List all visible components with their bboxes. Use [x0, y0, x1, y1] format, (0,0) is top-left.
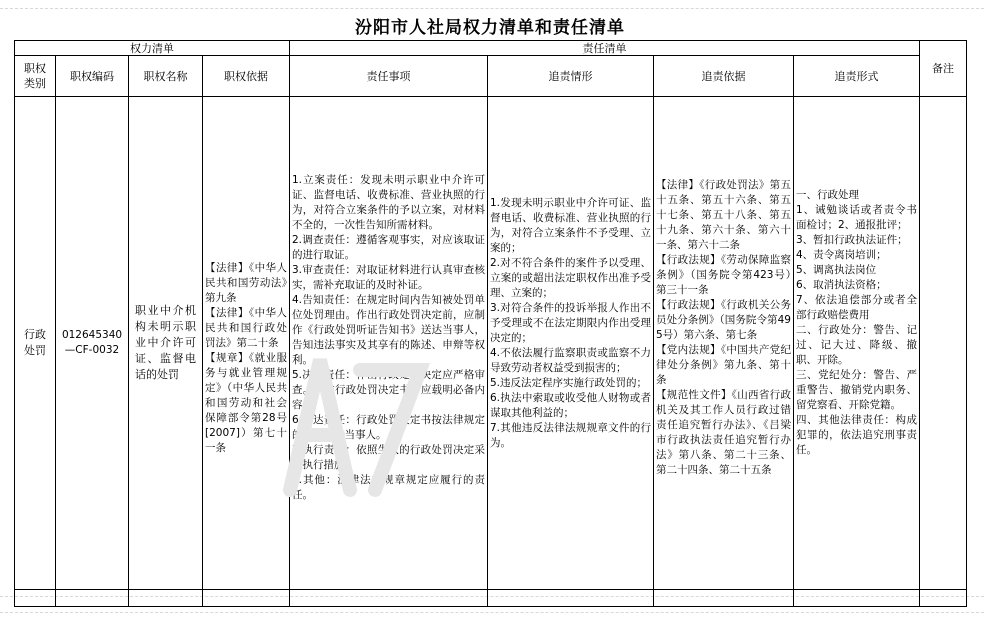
- accountability-basis-item: 【规范性文件】《山西省行政机关及其工作人员行政过错责任追究暂行办法》、《吕梁市行政执法责任追究暂行办法》第八条、第二十三条、第二十四条、第二十五条: [656, 389, 791, 476]
- basis-item: 【规章】《就业服务与就业管理规定》（中华人民共和国劳动和社会保障部令第28号[2007]）第七十一条: [205, 351, 287, 454]
- cell-remarks: [920, 97, 967, 590]
- empty-cell: [56, 590, 129, 607]
- responsibility-table: [14, 40, 967, 607]
- cell-code: [56, 97, 129, 590]
- empty-cell: [129, 590, 203, 607]
- accountability-basis-item: 【行政法规】《行政机关公务员处分条例》（国务院令第495号）第六条、第七条: [656, 299, 791, 341]
- document-title: 汾阳市人社局权力清单和责任清单: [355, 18, 625, 38]
- remarks-value: [920, 335, 924, 351]
- gridline: [0, 612, 984, 613]
- form-item: 6、取消执法资格；: [796, 279, 887, 291]
- header-basis: 职权依据: [203, 56, 290, 97]
- case-item: 7.其他违反法律法规规章文件的行为。: [490, 421, 651, 449]
- header-category-label: 职权类别: [24, 62, 46, 90]
- case-item: 2.对不符合条件的案件予以受理、立案的或超出法定职权作出准予受理、立案的；: [490, 256, 651, 299]
- header-accountability-basis: 追责依据: [654, 56, 794, 97]
- empty-cell: [290, 590, 488, 607]
- accountability-basis-item: 【法律】《行政处罚法》第五十五条、第五十六条、第五十七条、第五十八条、第五十九条、第六十条、第六十一条、第六十二条: [656, 179, 791, 251]
- empty-cell: [15, 590, 56, 607]
- header-accountability-cases: 追责情形: [488, 56, 654, 97]
- empty-cell: [654, 590, 794, 607]
- empty-cell: [920, 590, 967, 607]
- header-code: 职权编码: [56, 56, 129, 97]
- group-responsibility-list: 责任清单: [290, 41, 920, 56]
- duty-item: 5.决定责任：作出行政处罚决定应严格审查。制作行政处罚决定书，应载明必备内容。: [292, 369, 485, 411]
- header-category: [15, 56, 56, 97]
- cell-accountability-cases: [488, 97, 654, 590]
- basis-item: 【法律】《中华人民共和国行政处罚法》第二十条: [205, 306, 287, 349]
- duty-item: 1.立案责任：发现未明示职业中介许可证、监督电话、收费标准、营业执照的行为，对符合立案条件的予以立案，对材料不全的，一次性告知所需材料。: [292, 174, 485, 231]
- header-name: 职权名称: [129, 56, 203, 97]
- duty-item: 6.送达责任：行政处罚决定书按法律规定的方式送达当事人。: [292, 414, 485, 441]
- empty-cell: [488, 590, 654, 607]
- form-item: 四、其他法律责任：构成犯罪的，依法追究刑事责任。: [796, 414, 917, 456]
- empty-cell: [203, 590, 290, 607]
- case-item: 6.执法中索取或收受他人财物或者谋取其他利益的；: [490, 391, 651, 419]
- cell-basis: [203, 97, 290, 590]
- basis-item: 【法律】《中华人民共和国劳动法》第九条: [205, 261, 287, 304]
- cell-name: [129, 97, 203, 590]
- duty-item: 8.其他：法律法规规章规定应履行的责任。: [292, 474, 485, 501]
- case-item: 3.对符合条件的投诉举报人作出不予受理或不在法定期限内作出受理决定的；: [490, 301, 651, 344]
- cell-accountability-basis: [654, 97, 794, 590]
- empty-cell: [794, 590, 920, 607]
- cell-accountability-forms: [794, 97, 920, 590]
- header-duties: 责任事项: [290, 56, 488, 97]
- duty-item: 3.审查责任：对取证材料进行认真审查核实，需补充取证的及时补证。: [292, 264, 485, 291]
- case-item: 1.发现未明示职业中介许可证、监督电话、收费标准、营业执照的行为，对符合立案条件不予受理、立案的；: [490, 196, 651, 254]
- code-value: 012645340—CF-0032: [61, 329, 123, 356]
- form-item: 1、诫勉谈话或者责令书面检讨；2、通报批评；: [796, 204, 917, 231]
- duty-item: 4.告知责任：在规定时间内告知被处罚单位处罚理由。作出行政处罚决定前，应制作《行政处罚听证告知书》送达当事人，告知违法事实及其享有的陈述、申辩等权利。: [292, 294, 485, 366]
- case-item: 4.不依法履行监察职责或监察不力导致劳动者权益受到损害的；: [490, 346, 651, 374]
- case-item: 5.违反法定程序实施行政处罚的；: [490, 376, 648, 389]
- accountability-basis-item: 【党内法规】《中国共产党纪律处分条例》第九条、第十条: [656, 344, 791, 386]
- group-power-list: 权力清单: [15, 41, 290, 56]
- header-remarks: 备注: [920, 41, 967, 97]
- form-item: 三、党纪处分：警告、严重警告、撤销党内职务、留党察看、开除党籍。: [796, 369, 917, 411]
- form-item: 二、行政处分：警告、记过、记大过、降级、撤职、开除。: [796, 324, 917, 366]
- header-accountability-forms: 追责形式: [794, 56, 920, 97]
- name-value: 职业中介机构未明示职业中介许可证、监督电话的处罚: [135, 304, 196, 381]
- form-item: 5、调离执法岗位: [796, 264, 877, 276]
- duty-item: 7.执行责任：依照生效的行政处罚决定采取执行措施。: [292, 444, 485, 471]
- cell-category: [15, 97, 56, 590]
- form-item: 4、责令离岗培训；: [796, 249, 887, 261]
- category-value: 行政处罚: [24, 328, 46, 357]
- accountability-basis-item: 【行政法规】《劳动保障监察条例》（国务院令第423号） 第三十一条: [656, 254, 791, 296]
- gridline: [0, 8, 984, 9]
- form-item: 7、依法追偿部分或者全部行政赔偿费用: [796, 294, 917, 321]
- form-item: 一、行政处理: [796, 189, 859, 201]
- duty-item: 2.调查责任：遵循客观事实，对应该取证的进行取证。: [292, 234, 485, 261]
- form-item: 3、暂扣行政执法证件；: [796, 234, 908, 246]
- cell-duties: [290, 97, 488, 590]
